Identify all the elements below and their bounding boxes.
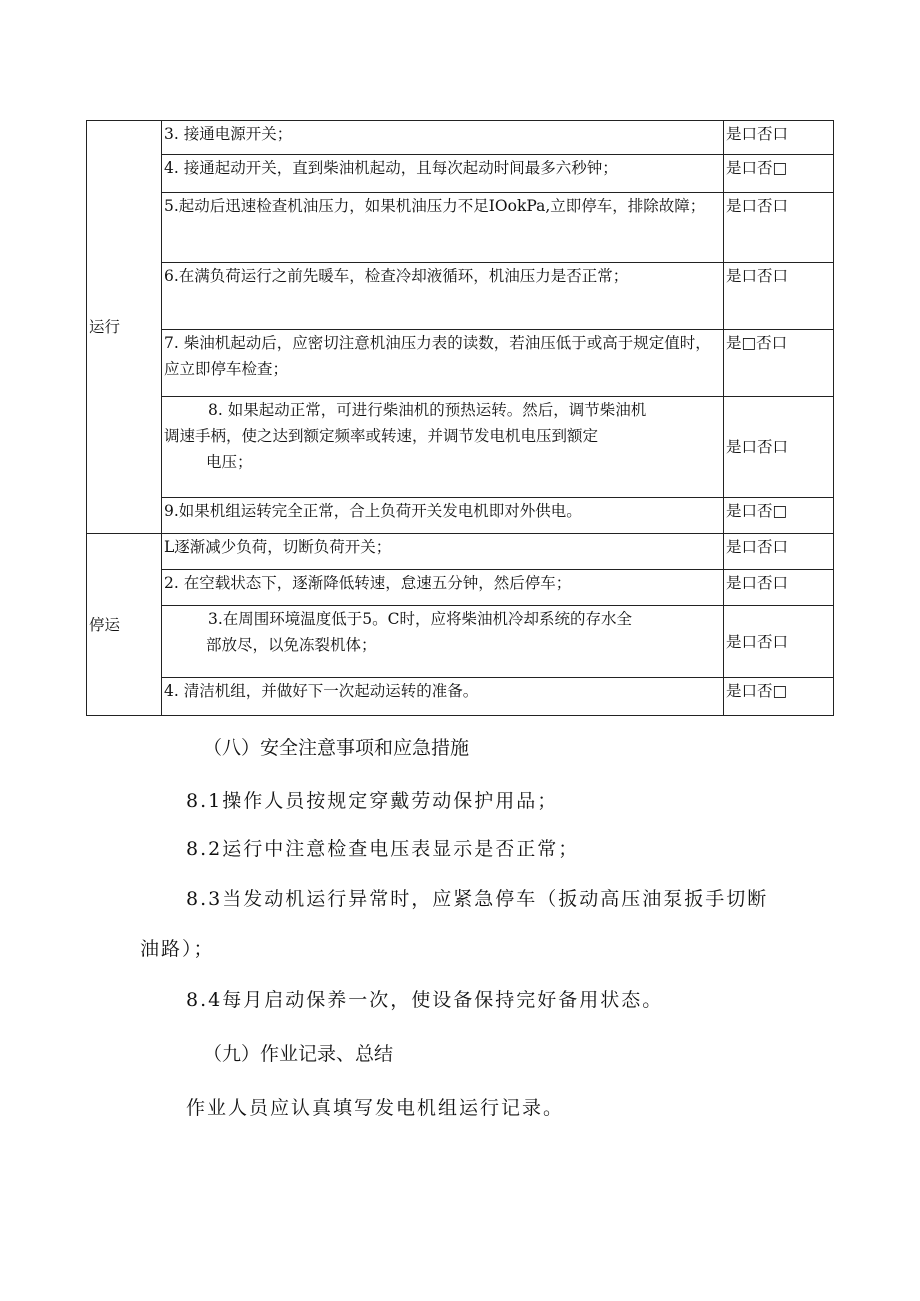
records-text: 作业人员应认真填写发电机组运行记录。	[186, 1097, 565, 1119]
safety-item-continued: 油路）；	[140, 938, 215, 960]
section-label-stop: 停运	[87, 534, 162, 716]
safety-item: 8.1操作人员按规定穿戴劳动保护用品；	[186, 790, 559, 812]
section-heading-safety: （八）安全注意事项和应急措施	[203, 737, 470, 759]
step-text: 2. 在空载状态下，逐渐降低转速，怠速五分钟，然后停车；	[162, 570, 724, 606]
check-box-yes-no[interactable]: 是口否口	[724, 606, 834, 678]
safety-item: 8.2运行中注意检查电压表显示是否正常；	[186, 838, 580, 860]
check-box-yes-no[interactable]: 是口否口	[724, 570, 834, 606]
step-line: 部放尽，以免冻裂机体；	[206, 636, 377, 654]
step-text: 3. 接通电源开关；	[162, 121, 724, 155]
check-box-yes-no[interactable]: 是口否口	[724, 534, 834, 570]
step-line: 调速手柄，使之达到额定频率或转速，并调节发电机电压到额定	[164, 427, 599, 445]
section-heading-records: （九）作业记录、总结	[203, 1043, 394, 1065]
check-box-yes-no[interactable]: 是口否□	[724, 498, 834, 534]
step-text: 7. 柴油机起动后，应密切注意机油压力表的读数，若油压低于或高于规定值时，应立即停车检查；	[162, 330, 724, 397]
step-text: L逐渐减少负荷，切断负荷开关；	[162, 534, 724, 570]
step-line: 电压；	[206, 453, 253, 471]
step-line: 8. 如果起动正常，可进行柴油机的预热运转。然后，调节柴油机	[208, 401, 647, 419]
step-text-multiline	[162, 606, 724, 678]
step-text: 6.在满负荷运行之前先暖车，检查冷却液循环，机油压力是否正常；	[162, 263, 724, 330]
check-box-yes-no[interactable]: 是口否口	[724, 263, 834, 330]
step-text-multiline	[162, 397, 724, 498]
check-box-yes-no[interactable]: 是口否口	[724, 193, 834, 263]
check-box-yes-no[interactable]: 是口否口	[724, 397, 834, 498]
step-text: 4. 清洁机组，并做好下一次起动运转的准备。	[162, 678, 724, 716]
check-box-yes-no[interactable]: 是口否□	[724, 155, 834, 193]
safety-item: 8.4每月启动保养一次，使设备保持完好备用状态。	[186, 989, 664, 1011]
step-text: 5.起动后迅速检查机油压力，如果机油压力不足IOokPa,立即停车，排除故障；	[162, 193, 724, 263]
step-text: 9.如果机组运转完全正常，合上负荷开关发电机即对外供电。	[162, 498, 724, 534]
check-box-yes-no[interactable]: 是口否□	[724, 678, 834, 716]
check-box-yes-no[interactable]: 是□否口	[724, 330, 834, 397]
section-label-run: 运行	[87, 121, 162, 534]
checklist-table	[86, 120, 834, 716]
check-box-yes-no[interactable]: 是口否口	[724, 121, 834, 155]
step-line: 3.在周围环境温度低于5。C时，应将柴油机冷却系统的存水全	[208, 610, 633, 628]
safety-item: 8.3当发动机运行异常时，应紧急停车（扳动高压油泵扳手切断	[186, 888, 769, 910]
step-text: 4. 接通起动开关，直到柴油机起动，且每次起动时间最多六秒钟；	[162, 155, 724, 193]
